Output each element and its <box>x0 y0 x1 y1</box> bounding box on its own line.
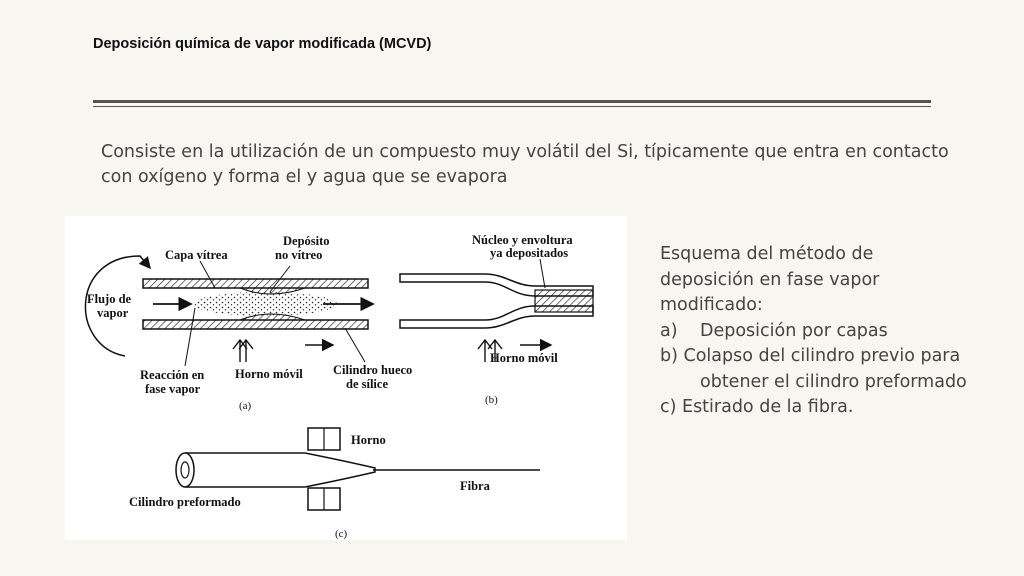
diagram-part-c <box>129 428 540 540</box>
diagram-part-b <box>400 233 593 406</box>
label-horno-movil-a: Horno móvil <box>235 367 303 381</box>
list-item-b-continuation: obtener el cilindro preformado <box>700 371 967 392</box>
label-nucleo-1: Núcleo y envoltura <box>472 233 573 247</box>
list-item-c: c) Estirado de la fibra. <box>660 397 854 417</box>
label-flujo-1: Flujo de <box>87 292 132 306</box>
label-part-c: (c) <box>335 528 348 540</box>
intro-paragraph: Consiste en la utilización de un compuesto muy volátil del Si, típicamente que entra en contacto con oxígeno y forma el y agua que se evapora <box>101 142 949 187</box>
label-horno: Horno <box>351 433 386 447</box>
description-line: deposición en fase vapor <box>660 269 880 290</box>
label-flujo-2: vapor <box>97 306 129 320</box>
title-divider-thick <box>93 100 931 103</box>
label-cilindro-preformado: Cilindro preformado <box>129 495 241 509</box>
slide-title: Deposición química de vapor modificada (MCVD) <box>93 36 432 52</box>
label-reaccion-1: Reacción en <box>140 368 205 382</box>
label-part-a: (a) <box>239 400 252 412</box>
label-fibra: Fibra <box>460 479 490 493</box>
label-reaccion-2: fase vapor <box>145 382 201 396</box>
label-cilindro-hueco-2: de sílice <box>346 377 389 391</box>
label-deposito-1: Depósito <box>283 234 330 248</box>
label-cilindro-hueco-1: Cilindro hueco <box>333 363 413 377</box>
title-divider-thin <box>93 106 931 107</box>
list-item-a-text: Deposición por capas <box>700 320 888 341</box>
label-part-b: (b) <box>485 394 498 406</box>
diagram-part-a <box>85 234 412 412</box>
mcvd-diagram <box>65 216 627 540</box>
description-line: Esquema del método de <box>660 244 874 264</box>
label-nucleo-2: ya depositados <box>490 246 569 260</box>
label-capa-vitrea: Capa vítrea <box>165 248 228 262</box>
diagram-description <box>660 242 1010 421</box>
list-item-b: b) Colapso del cilindro previo para <box>660 346 961 366</box>
label-horno-movil-b: Horno móvil <box>490 351 558 365</box>
list-item-a-label: a) <box>660 320 678 341</box>
label-deposito-2: no vítreo <box>275 248 323 262</box>
description-line: modificado: <box>660 295 763 315</box>
list-item-a <box>660 319 1010 345</box>
